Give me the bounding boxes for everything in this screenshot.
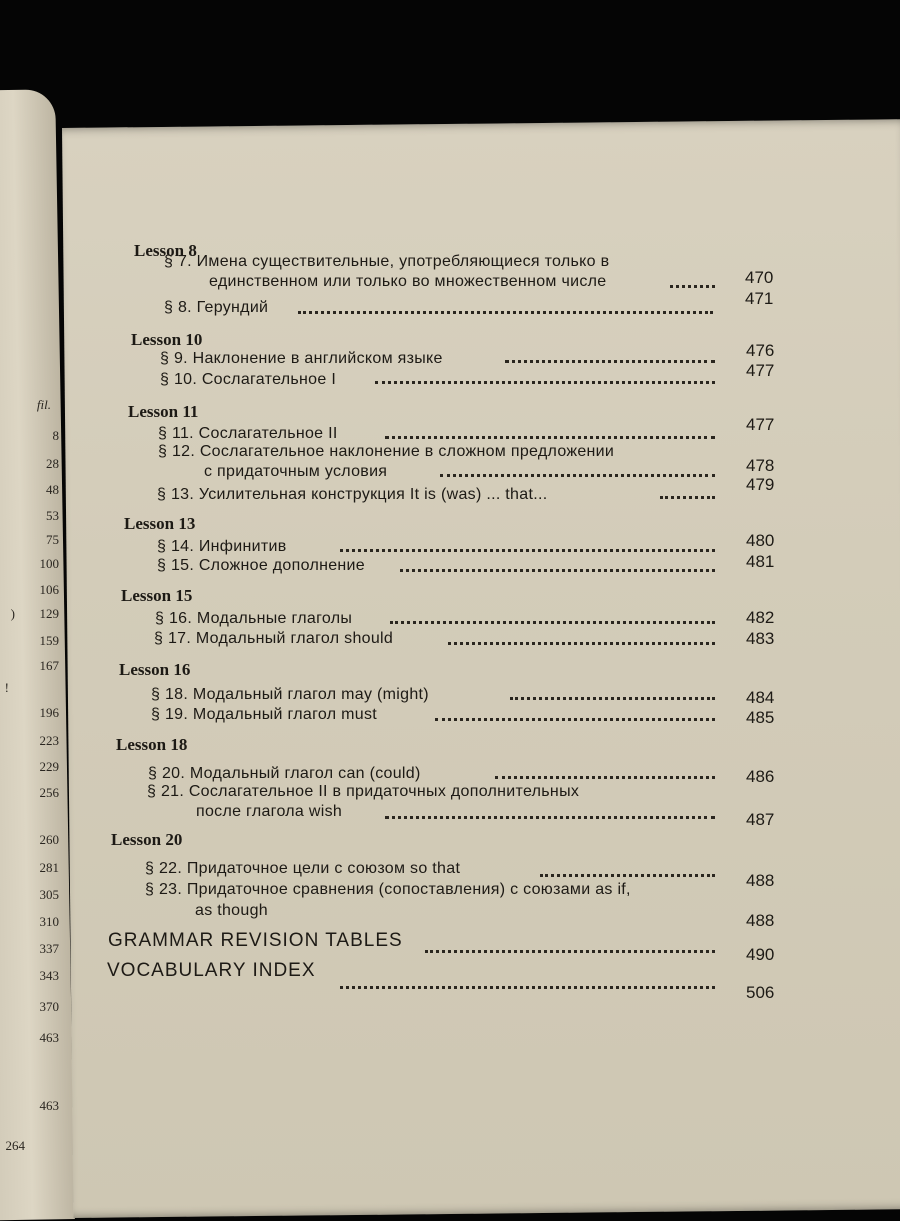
left-page-number: 223 bbox=[39, 733, 59, 748]
page-number: 485 bbox=[746, 708, 775, 727]
left-page-number: 129 bbox=[39, 606, 59, 621]
lesson-heading: Lesson 10 bbox=[131, 330, 203, 349]
toc-entry: § 19. Модальный глагол must bbox=[151, 706, 378, 723]
leader-dots bbox=[375, 377, 715, 384]
toc-entry: § 18. Модальный глагол may (might) bbox=[151, 686, 429, 703]
toc-entry: § 9. Наклонение в английском языке bbox=[160, 350, 443, 367]
leader-dots bbox=[495, 772, 715, 779]
toc-entry: § 7. Имена существительные, употребляющиеся только в bbox=[164, 253, 610, 270]
toc-entry-continued: единственном или только во множественном числе bbox=[209, 273, 607, 290]
left-page-number: 100 bbox=[39, 556, 59, 571]
toc-entry: § 12. Сослагательное наклонение в сложном предложении bbox=[158, 443, 615, 460]
leader-dots bbox=[400, 565, 715, 572]
lesson-heading: Lesson 20 bbox=[111, 830, 183, 849]
lesson-heading: Lesson 11 bbox=[128, 402, 199, 421]
toc-section: GRAMMAR REVISION TABLES bbox=[108, 930, 403, 951]
left-fragment: ! bbox=[4, 680, 9, 695]
toc-entry: § 16. Модальные глаголы bbox=[155, 610, 353, 627]
leader-dots bbox=[505, 356, 715, 363]
toc-entry: § 13. Усилительная конструкция It is (was) ... that... bbox=[157, 486, 548, 503]
lesson-heading: Lesson 15 bbox=[121, 586, 193, 605]
left-page-number: 28 bbox=[46, 456, 59, 471]
leader-dots bbox=[660, 492, 715, 499]
page-number: 490 bbox=[746, 945, 775, 964]
left-page-number: 167 bbox=[39, 658, 59, 673]
toc-entry: § 15. Сложное дополнение bbox=[157, 557, 365, 574]
left-page-number: 106 bbox=[39, 582, 59, 597]
toc-entry-continued: после глагола wish bbox=[196, 803, 343, 820]
leader-dots bbox=[448, 638, 715, 645]
page-number: 480 bbox=[746, 531, 775, 550]
page-number: 487 bbox=[746, 810, 775, 829]
page-number: 506 bbox=[746, 983, 775, 1002]
left-page-number: 281 bbox=[39, 860, 59, 875]
toc-entry: § 8. Герундий bbox=[164, 299, 269, 316]
lesson-heading: Lesson 18 bbox=[116, 735, 188, 754]
left-fragment: ) bbox=[10, 606, 15, 621]
page-number: 482 bbox=[746, 608, 775, 627]
left-page-number: 256 bbox=[39, 785, 59, 800]
toc-entry: § 21. Сослагательное II в придаточных дополнительных bbox=[147, 783, 580, 800]
leader-dots bbox=[298, 307, 713, 314]
toc-entry-continued: as though bbox=[195, 902, 268, 919]
left-page-number: 75 bbox=[46, 532, 59, 547]
toc-entry: § 23. Придаточное сравнения (сопоставления) с союзами as if, bbox=[145, 881, 631, 898]
toc-entry: § 11. Сослагательное II bbox=[158, 425, 338, 442]
left-page-number: 260 bbox=[39, 832, 59, 847]
page-number: 477 bbox=[746, 361, 775, 380]
left-page-number: 310 bbox=[39, 914, 59, 929]
toc-entry-continued: с придаточным условия bbox=[204, 463, 388, 480]
leader-dots bbox=[340, 545, 715, 552]
toc-entry: § 10. Сослагательное I bbox=[160, 371, 337, 388]
toc-entry: § 14. Инфинитив bbox=[157, 538, 287, 555]
toc-entry: § 17. Модальный глагол should bbox=[154, 630, 394, 647]
leader-dots bbox=[435, 714, 715, 721]
left-page-number: 8 bbox=[52, 428, 59, 443]
left-page-number: 463 bbox=[39, 1030, 59, 1045]
left-page-number: 159 bbox=[39, 633, 59, 648]
left-page-number: 337 bbox=[39, 941, 59, 956]
page-number: 470 bbox=[745, 268, 774, 287]
left-page-number: 264 bbox=[5, 1138, 25, 1153]
leader-dots bbox=[670, 281, 715, 288]
toc-entry: § 20. Модальный глагол can (could) bbox=[148, 765, 421, 782]
page-number: 481 bbox=[746, 552, 775, 571]
left-page-number: 229 bbox=[39, 759, 59, 774]
page-number: 478 bbox=[746, 456, 775, 475]
page-number: 479 bbox=[746, 475, 775, 494]
left-page-number: 370 bbox=[39, 999, 59, 1014]
page-number: 471 bbox=[745, 289, 774, 308]
left-fragment: fil. bbox=[36, 397, 51, 412]
toc-section: VOCABULARY INDEX bbox=[107, 960, 316, 981]
leader-dots bbox=[385, 812, 715, 819]
page-number: 488 bbox=[746, 911, 775, 930]
lesson-heading: Lesson 13 bbox=[124, 514, 196, 533]
left-page-number: 305 bbox=[39, 887, 59, 902]
left-page-number: 48 bbox=[46, 482, 59, 497]
leader-dots bbox=[425, 946, 715, 953]
page-number: 477 bbox=[746, 415, 775, 434]
left-page-number: 196 bbox=[39, 705, 59, 720]
leader-dots bbox=[390, 617, 715, 624]
lesson-heading: Lesson 8 bbox=[134, 241, 197, 260]
leader-dots bbox=[540, 870, 715, 877]
leader-dots bbox=[440, 470, 715, 477]
page-number: 488 bbox=[746, 871, 775, 890]
left-page-number: 463 bbox=[39, 1098, 59, 1113]
page-number: 486 bbox=[746, 767, 775, 786]
left-page-number: 343 bbox=[39, 968, 59, 983]
leader-dots bbox=[510, 693, 715, 700]
leader-dots bbox=[340, 982, 715, 989]
lesson-heading: Lesson 16 bbox=[119, 660, 191, 679]
toc-entry: § 22. Придаточное цели с союзом so that bbox=[145, 860, 461, 877]
leader-dots bbox=[385, 432, 715, 439]
page-number: 484 bbox=[746, 688, 775, 707]
page-number: 476 bbox=[746, 341, 775, 360]
page-number: 483 bbox=[746, 629, 775, 648]
left-page-number: 53 bbox=[46, 508, 59, 523]
